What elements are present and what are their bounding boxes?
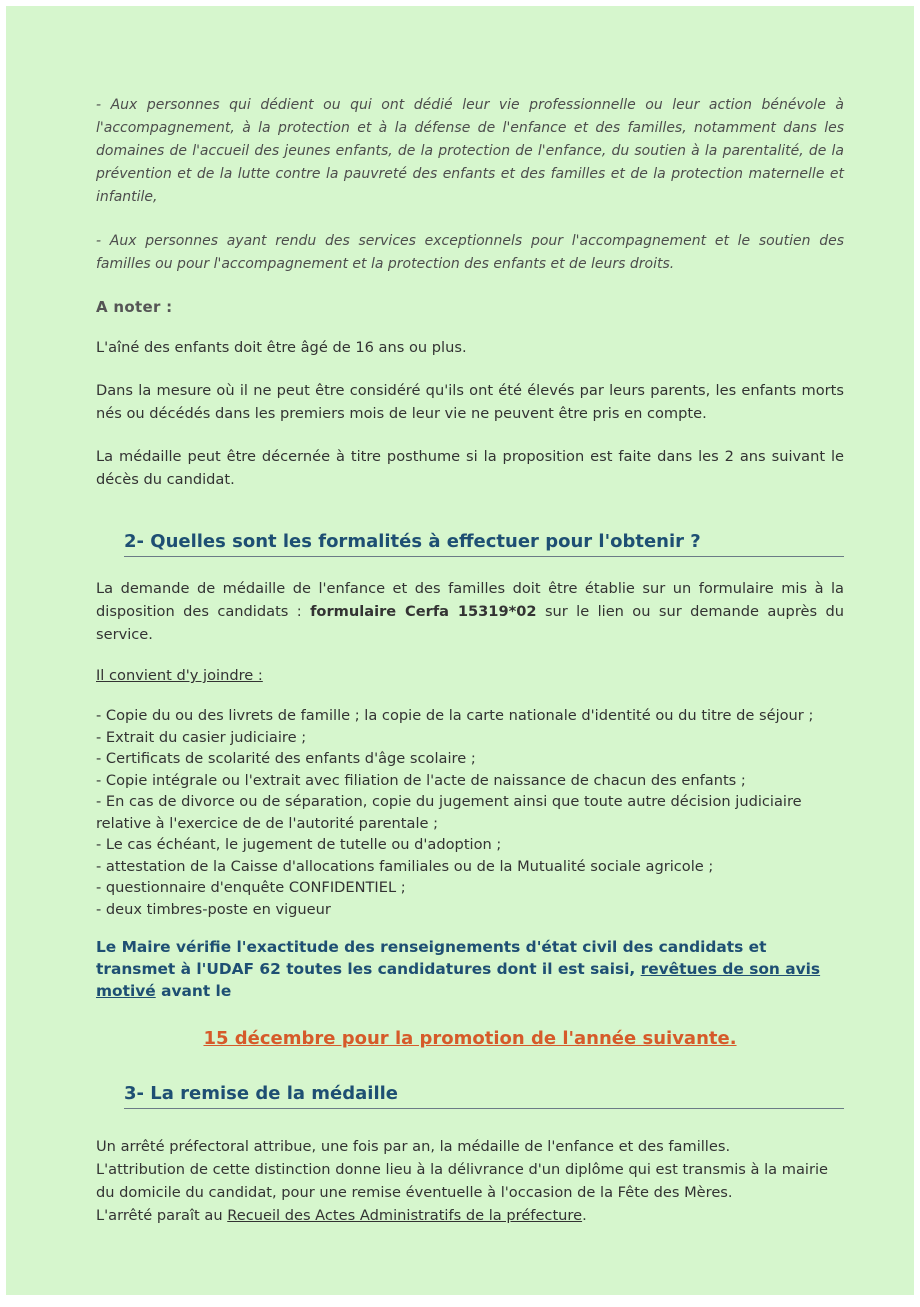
intro-text-after: sur le lien ou sur demande auprès du service. (96, 603, 844, 643)
note-paragraph-1: L'aîné des enfants doit être âgé de 16 ans ou plus. (96, 339, 467, 356)
list-item: - Copie du ou des livrets de famille ; la copie de la carte nationale d'identité ou du titre de séjour ; (96, 707, 814, 724)
line-text-before: L'arrêté paraît au (96, 1207, 228, 1224)
mayor-text-before: Le Maire vérifie l'exactitude des renseignements d'état civil des candidats et transmet à l'UDAF 62 toutes les candidatures dont il est saisi, (96, 938, 767, 978)
line-text-after: . (582, 1207, 587, 1224)
list-item: - questionnaire d'enquête CONFIDENTIEL ; (96, 879, 406, 896)
mayor-text-after: avant le (155, 982, 232, 1000)
documents-list (96, 705, 844, 920)
intro-item-2: - Aux personnes ayant rendu des services exceptionnels pour l'accompagnement et le soutien des familles ou pour l'accompagnement et la protection des enfants et de leurs droits. (96, 233, 844, 272)
section-2-intro (96, 577, 844, 646)
list-item: - deux timbres-poste en vigueur (96, 900, 331, 918)
section-3-line-2: L'attribution de cette distinction donne lieu à la délivrance d'un diplôme qui est transmis à la mairie du domicile du candidat, pour une remise éventuelle à l'occasion de la Fête des Mères. (96, 1161, 828, 1201)
list-item: - En cas de divorce ou de séparation, copie du jugement ainsi que toute autre décision judiciaire relative à l'exercice de de l'autorité parentale ; (96, 793, 802, 832)
list-item: - Copie intégrale ou l'extrait avec filiation de l'acte de naissance de chacun des enfants ; (96, 771, 746, 789)
note-paragraph-3: La médaille peut être décernée à titre posthume si la proposition est faite dans les 2 ans suivant le décès du candidat. (96, 448, 844, 488)
section-3-line-3 (96, 1204, 844, 1227)
cerfa-form-reference: formulaire Cerfa 15319*02 (310, 603, 537, 620)
section-3-body (96, 1135, 844, 1227)
list-item: - Extrait du casier judiciaire ; (96, 728, 307, 746)
mayor-instructions (96, 936, 844, 1002)
section-2-title: 2- Quelles sont les formalités à effectuer pour l'obtenir ? (124, 531, 844, 557)
section-3-title: 3- La remise de la médaille (124, 1083, 844, 1109)
join-heading: Il convient d'y joindre : (96, 667, 263, 684)
document-page (6, 6, 914, 1295)
section-3-line-1: Un arrêté préfectoral attribue, une fois par an, la médaille de l'enfance et des familles. (96, 1138, 731, 1155)
intro-item-1: - Aux personnes qui dédient ou qui ont dédié leur vie professionnelle ou leur action bénévole à l'accompagnement, à la protection et à la défense de l'enfance et des familles, notamment dans les domaines de l'accueil des jeunes enfants, de la protection de l'enfance, du soutien à la parentalité, de la prévention et de la lutte contre la pauvreté des enfants et des familles et de la protection maternelle et infantile, (96, 97, 844, 205)
note-paragraph-2: Dans la mesure où il ne peut être considéré qu'ils ont été élevés par leurs parents, les enfants morts nés ou décédés dans les premiers mois de leur vie ne peuvent être pris en compte. (96, 382, 844, 422)
page-content (96, 94, 844, 1227)
list-item: - attestation de la Caisse d'allocations familiales ou de la Mutualité sociale agricole ; (96, 857, 714, 875)
recueil-actes-link[interactable]: Recueil des Actes Administratifs de la préfecture (227, 1207, 583, 1224)
list-item: - Certificats de scolarité des enfants d'âge scolaire ; (96, 750, 476, 767)
deadline-notice: 15 décembre pour la promotion de l'année suivante. (203, 1028, 737, 1049)
mayor-text-underlined: revêtues de son avis motivé (96, 960, 821, 1000)
note-heading: A noter : (96, 298, 173, 316)
intro-text-before: La demande de médaille de l'enfance et des familles doit être établie sur un formulaire mis à la disposition des candidats : (96, 580, 844, 620)
list-item: - Le cas échéant, le jugement de tutelle ou d'adoption ; (96, 836, 502, 853)
